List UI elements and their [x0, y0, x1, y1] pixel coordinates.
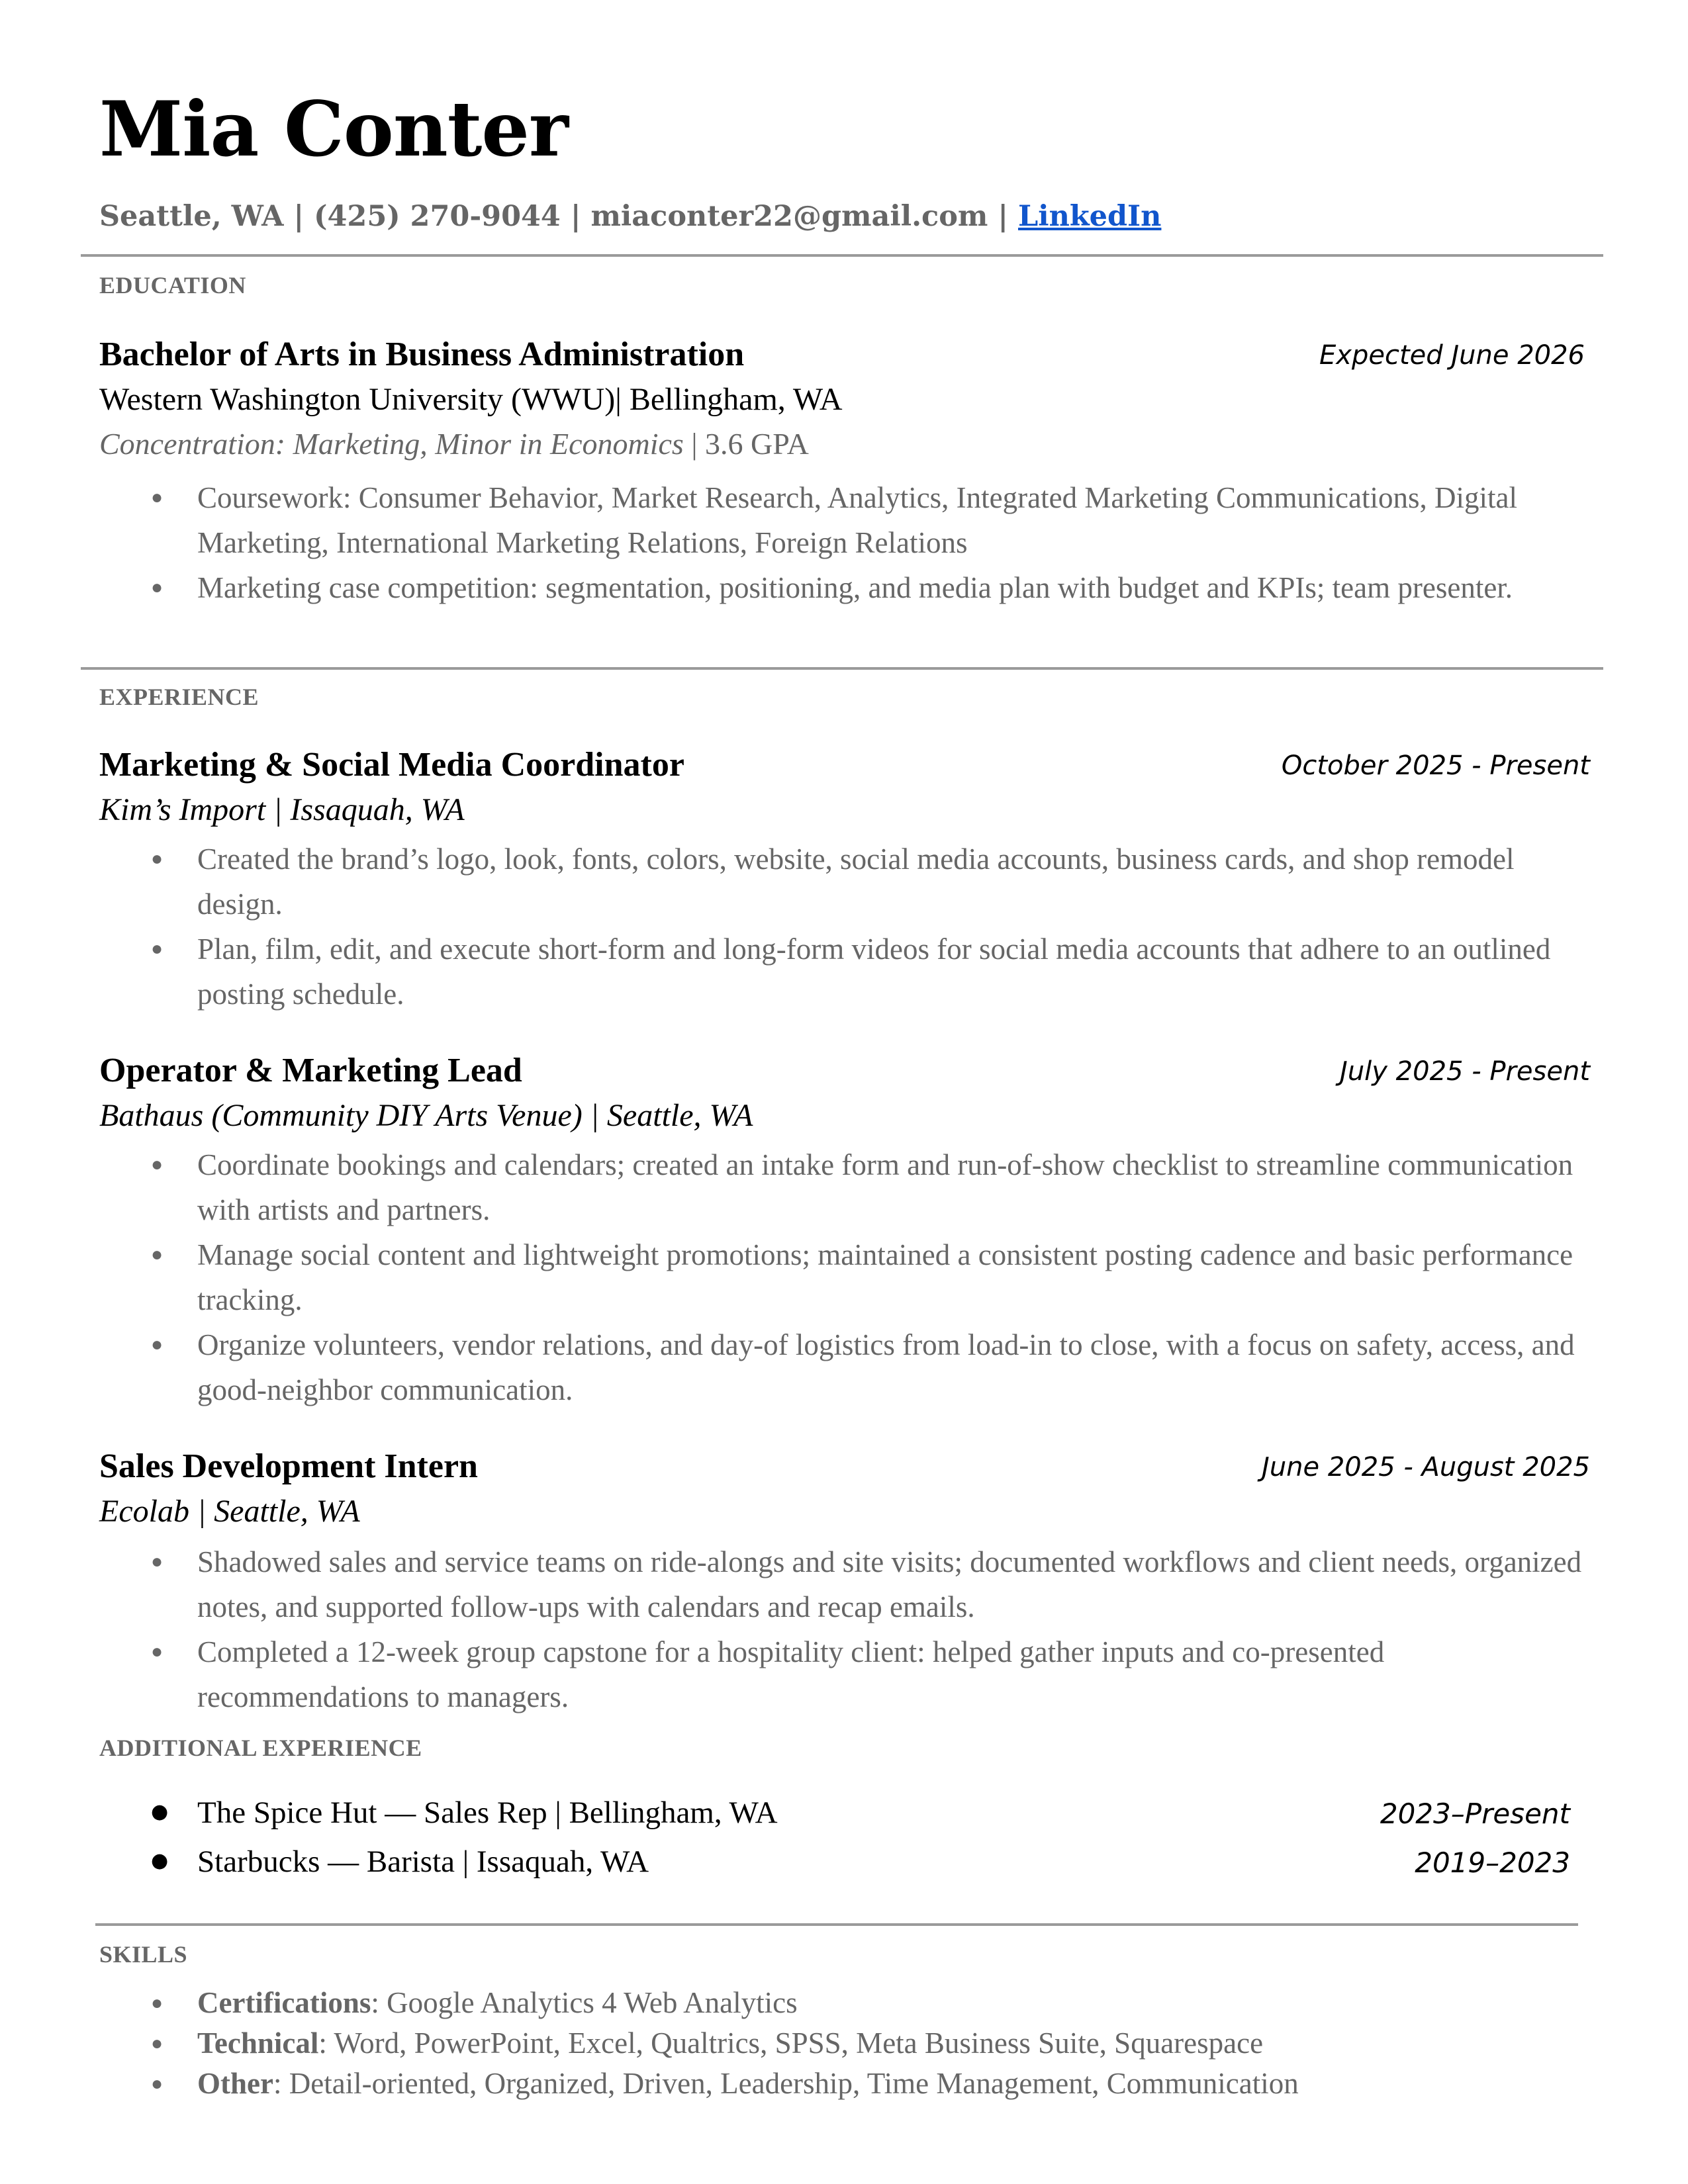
- additional-role: The Spice Hut — Sales Rep | Bellingham, WA: [197, 1796, 778, 1830]
- list-item: ● Marketing case competition: segmentation, positioning, and media plan with budget and KPIs; team presenter.: [151, 571, 1513, 604]
- job-date: June 2025 - August 2025: [1262, 1452, 1590, 1482]
- list-item: ● The Spice Hut — Sales Rep | Bellingham, WA 2023–Present: [151, 1796, 1570, 1830]
- list-item: ● Plan, film, edit, and execute short-form and long-form videos for social media accounts that adhere to an outlined posting schedule.: [151, 933, 1551, 1011]
- list-item: ● Coursework: Consumer Behavior, Market Research, Analytics, Integrated Marketing Communications, Digital Marketing, International Marketing Relations, Foreign Relations: [151, 481, 1517, 559]
- additional-role: Starbucks — Barista | Issaquah, WA: [197, 1844, 649, 1879]
- location: Seattle, WA: [99, 200, 284, 233]
- section-title-experience: EXPERIENCE: [99, 684, 259, 710]
- list-item: ● Coordinate bookings and calendars; created an intake form and run-of-show checklist to streamline communication with artists and partners.: [151, 1148, 1573, 1226]
- list-item: ● Shadowed sales and service teams on ride-alongs and site visits; documented workflows and client needs, organized notes, and supported follow-ups with calendars and recap emails.: [151, 1545, 1582, 1623]
- job-org: Kim’s Import | Issaquah, WA: [99, 792, 465, 827]
- skills-list: [99, 1983, 1299, 2104]
- list-item: ● Manage social content and lightweight promotions; maintained a consistent posting cadence and basic performance tracking.: [151, 1238, 1573, 1316]
- skill-label: Certifications: [197, 1986, 371, 2019]
- job-date: October 2025 - Present: [1281, 751, 1590, 781]
- list-item: ● Other: Detail-oriented, Organized, Driven, Leadership, Time Management, Communication: [151, 2067, 1299, 2100]
- skill-label: Other: [197, 2067, 273, 2100]
- list-item: ● Technical: Word, PowerPoint, Excel, Qualtrics, SPSS, Meta Business Suite, Squarespace: [151, 2026, 1264, 2060]
- section-title-additional: ADDITIONAL EXPERIENCE: [99, 1735, 422, 1761]
- linkedin-link[interactable]: LinkedIn: [1018, 200, 1162, 233]
- list-item: ● Completed a 12-week group capstone for a hospitality client: helped gather inputs and co-presented recommendations to managers.: [151, 1635, 1385, 1713]
- list-item: ● Starbucks — Barista | Issaquah, WA 2019–2023: [151, 1844, 1570, 1879]
- job-bullets: [99, 1539, 1595, 1719]
- job-bullets: [99, 837, 1595, 1017]
- job-title: Operator & Marketing Lead: [99, 1052, 522, 1089]
- job-title: Sales Development Intern: [99, 1447, 478, 1485]
- divider: [81, 667, 1603, 670]
- skill-value: : Google Analytics 4 Web Analytics: [371, 1986, 798, 2019]
- list-item: ● Created the brand’s logo, look, fonts, colors, website, social media accounts, business cards, and shop remodel design.: [151, 842, 1515, 921]
- job-org: Ecolab | Seattle, WA: [99, 1494, 360, 1529]
- education-bullets: [99, 475, 1595, 610]
- gpa: | 3.6 GPA: [683, 427, 809, 461]
- concentration: Concentration: Marketing, Minor in Economics: [99, 427, 684, 461]
- additional-years: 2019–2023: [1415, 1846, 1570, 1879]
- education-date: Expected June 2026: [1319, 340, 1585, 371]
- job-title: Marketing & Social Media Coordinator: [99, 746, 684, 784]
- email: miaconter22@gmail.com: [590, 200, 988, 233]
- list-item: ● Certifications: Google Analytics 4 Web Analytics: [151, 1986, 798, 2019]
- candidate-name: Mia Conter: [99, 85, 568, 173]
- contact-line: Seattle, WA | (425) 270-9044 | miaconter22@gmail.com | LinkedIn: [99, 200, 1162, 233]
- section-title-skills: SKILLS: [99, 1941, 188, 1968]
- divider: [95, 1923, 1578, 1926]
- list-item: ● Organize volunteers, vendor relations, and day-of logistics from load-in to close, with a focus on safety, access, and good-neighbor communication.: [151, 1328, 1575, 1406]
- phone: (425) 270-9044: [314, 200, 561, 233]
- job-date: July 2025 - Present: [1340, 1056, 1590, 1087]
- skill-label: Technical: [197, 2026, 319, 2060]
- skill-value: : Detail-oriented, Organized, Driven, Leadership, Time Management, Communication: [273, 2067, 1299, 2100]
- divider: [81, 254, 1603, 257]
- additional-years: 2023–Present: [1380, 1797, 1570, 1830]
- job-bullets: [99, 1142, 1595, 1412]
- skill-value: : Word, PowerPoint, Excel, Qualtrics, SPSS, Meta Business Suite, Squarespace: [318, 2026, 1264, 2060]
- job-org: Bathaus (Community DIY Arts Venue) | Seattle, WA: [99, 1098, 753, 1133]
- section-title-education: EDUCATION: [99, 272, 246, 298]
- degree-title: Bachelor of Arts in Business Administration: [99, 336, 745, 373]
- concentration-line: [99, 426, 809, 461]
- school-name: Western Washington University (WWU)| Bellingham, WA: [99, 382, 843, 417]
